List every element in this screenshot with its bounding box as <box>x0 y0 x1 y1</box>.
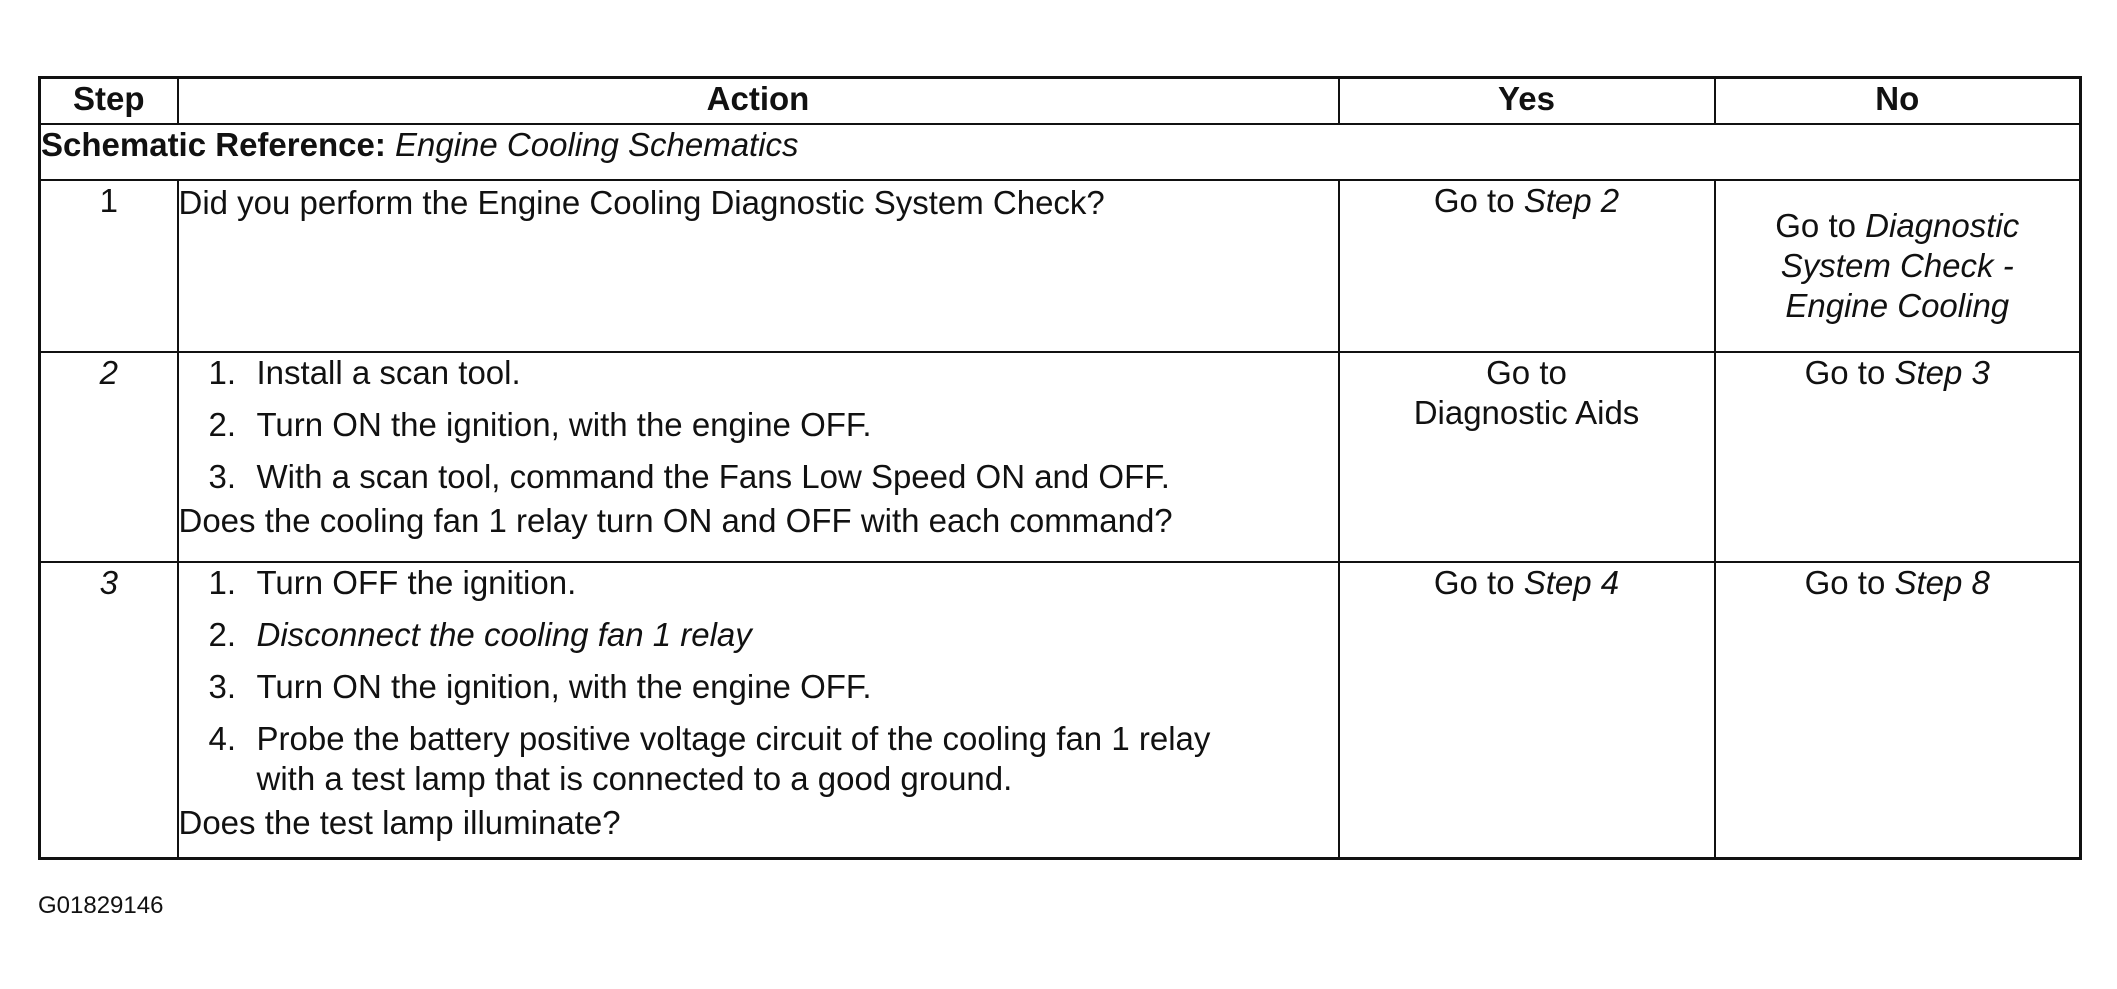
goto-prefix: Go to <box>1433 564 1524 601</box>
no-goto[interactable] <box>1805 564 1990 601</box>
action-cell <box>178 180 1339 352</box>
list-item: 3. Turn ON the ignition, with the engine OFF. <box>208 668 872 705</box>
goto-prefix: Go to <box>1433 182 1524 219</box>
no-cell <box>1715 180 2081 352</box>
goto-prefix: Go to <box>1804 564 1895 601</box>
list-item: 2. Disconnect the cooling fan 1 relay <box>208 616 752 653</box>
goto-target: Step 2 <box>1523 182 1620 219</box>
list-item: 3. With a scan tool, command the Fans Low Speed ON and OFF. <box>208 458 1170 495</box>
schematic-reference-label: Schematic Reference: <box>41 126 386 163</box>
goto-prefix: Go to <box>1775 207 1866 244</box>
instruction-list <box>179 563 1338 799</box>
list-item: 1. Install a scan tool. <box>208 354 521 391</box>
table-row <box>40 180 2081 352</box>
yes-goto[interactable] <box>1340 353 1714 433</box>
step-number: 2 <box>40 352 178 562</box>
step-question: Does the test lamp illuminate? <box>178 804 621 841</box>
goto-target: Step 8 <box>1894 564 1990 601</box>
schematic-reference <box>40 124 2081 180</box>
no-column-header: No <box>1715 78 2081 125</box>
no-goto[interactable] <box>1775 207 2019 324</box>
action-cell <box>178 352 1339 562</box>
yes-cell <box>1339 562 1715 858</box>
list-item: 4. Probe the battery positive voltage circuit of the cooling fan 1 relay with a test lamp that is connected to a good ground. <box>208 720 1211 797</box>
action-cell <box>178 562 1339 858</box>
yes-cell <box>1339 180 1715 352</box>
yes-column-header: Yes <box>1339 78 1715 125</box>
step-number: 1 <box>40 180 178 352</box>
no-cell <box>1715 562 2081 858</box>
list-item: 2. Turn ON the ignition, with the engine OFF. <box>208 406 872 443</box>
yes-goto[interactable] <box>1434 182 1619 219</box>
header-row <box>40 78 2081 125</box>
action-column-header: Action <box>178 78 1339 125</box>
yes-goto[interactable] <box>1434 564 1619 601</box>
goto-target: Step 3 <box>1894 354 1990 391</box>
yes-cell <box>1339 352 1715 562</box>
no-goto[interactable] <box>1805 354 1990 391</box>
schematic-reference-link[interactable]: Engine Cooling Schematics <box>395 126 799 163</box>
goto-prefix: Go to <box>1804 354 1895 391</box>
goto-target: Step 4 <box>1523 564 1620 601</box>
schematic-reference-row <box>40 124 2081 180</box>
step-column-header: Step <box>40 78 178 125</box>
table-row <box>40 562 2081 858</box>
goto-target: Diagnostic System Check - Engine Cooling <box>1780 207 2020 324</box>
step-question: Did you perform the Engine Cooling Diagnostic System Check? <box>178 184 1105 221</box>
figure-id: G01829146 <box>38 892 164 919</box>
step-number: 3 <box>40 562 178 858</box>
instruction-list <box>179 353 1338 497</box>
step-question: Does the cooling fan 1 relay turn ON and OFF with each command? <box>178 502 1173 539</box>
goto-prefix: Go to <box>1486 354 1567 391</box>
no-cell <box>1715 352 2081 562</box>
table-row <box>40 352 2081 562</box>
diagnostic-table <box>38 76 2082 860</box>
list-item: 1. Turn OFF the ignition. <box>208 564 577 601</box>
goto-target: Diagnostic Aids <box>1413 394 1640 431</box>
